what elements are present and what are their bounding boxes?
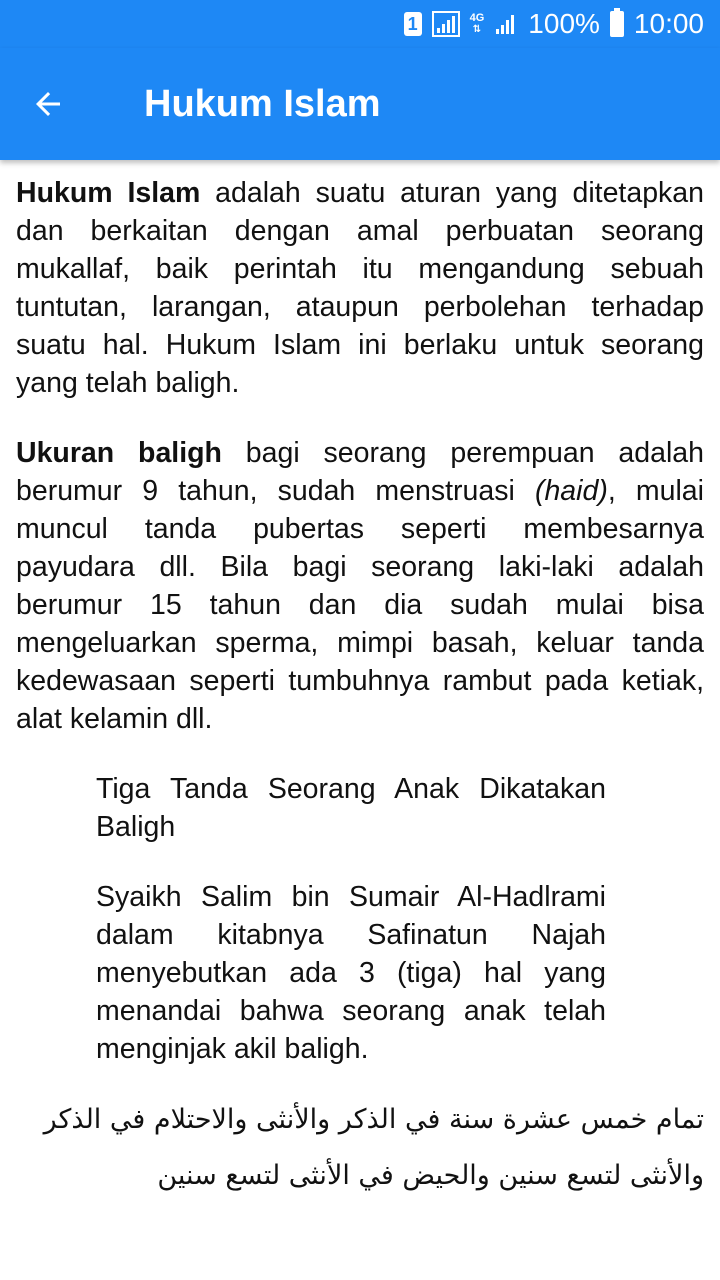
quote-heading: Tiga Tanda Seorang Anak Dikatakan Baligh (96, 773, 606, 843)
quote-body: Syaikh Salim bin Sumair Al-Hadlrami dalam kitabnya Safinatun Najah menyebutkan ada 3 (tiga) hal yang menandai bahwa seorang anak telah menginjak akil baligh. (96, 881, 606, 1065)
status-bar (0, 0, 720, 48)
paragraph-ukuran-baligh-text-b: , mulai muncul tanda pubertas seperti membesarnya payudara dll. Bila bagi seorang laki-laki adalah berumur 15 tahun dan dia sudah mulai bisa mengeluarkan sperma, mimpi basah, keluar tanda kedewasaan seperti tumbuhnya rambut pada ketiak, alat kelamin dll. (16, 475, 704, 735)
arrow-left-icon (30, 86, 66, 122)
battery-percent: 100% (528, 8, 600, 39)
term-hukum-islam: Hukum Islam (16, 177, 201, 209)
paragraph-hukum-islam (16, 174, 704, 402)
page-title: Hukum Islam (144, 83, 381, 125)
clock: 10:00 (633, 8, 704, 39)
app-bar (0, 48, 720, 160)
term-ukuran-baligh: Ukuran baligh (16, 437, 222, 469)
sim-icon: 1 (404, 12, 422, 36)
network-type-label: 4G (469, 12, 485, 24)
cell-signal-icon (494, 12, 518, 36)
article-content (0, 160, 720, 1280)
signal-bars-icon (432, 11, 460, 37)
term-haid: (haid) (534, 475, 608, 507)
paragraph-hukum-islam-text: adalah suatu aturan yang ditetapkan dan berkaitan dengan amal perbuatan seorang mukallaf, baik perintah itu mengandung sebuah tuntutan, larangan, ataupun perbolehan terhadap suatu hal. Hukum Islam ini berlaku untuk seorang yang telah baligh. (16, 177, 705, 399)
arabic-text: تمام خمس عشرة سنة في الذكر والأنثى والاحتلام في الذكر والأنثى لتسع سنين والحيض في الأنثى لتسع سنين (43, 1104, 704, 1191)
battery-icon (610, 11, 624, 37)
paragraph-ukuran-baligh-text-a: bagi seorang perempuan adalah berumur 9 tahun, sudah menstruasi (16, 437, 704, 507)
paragraph-ukuran-baligh (16, 434, 704, 738)
back-button[interactable] (0, 48, 96, 160)
network-type-icon: 4G ⇅ (469, 12, 485, 35)
